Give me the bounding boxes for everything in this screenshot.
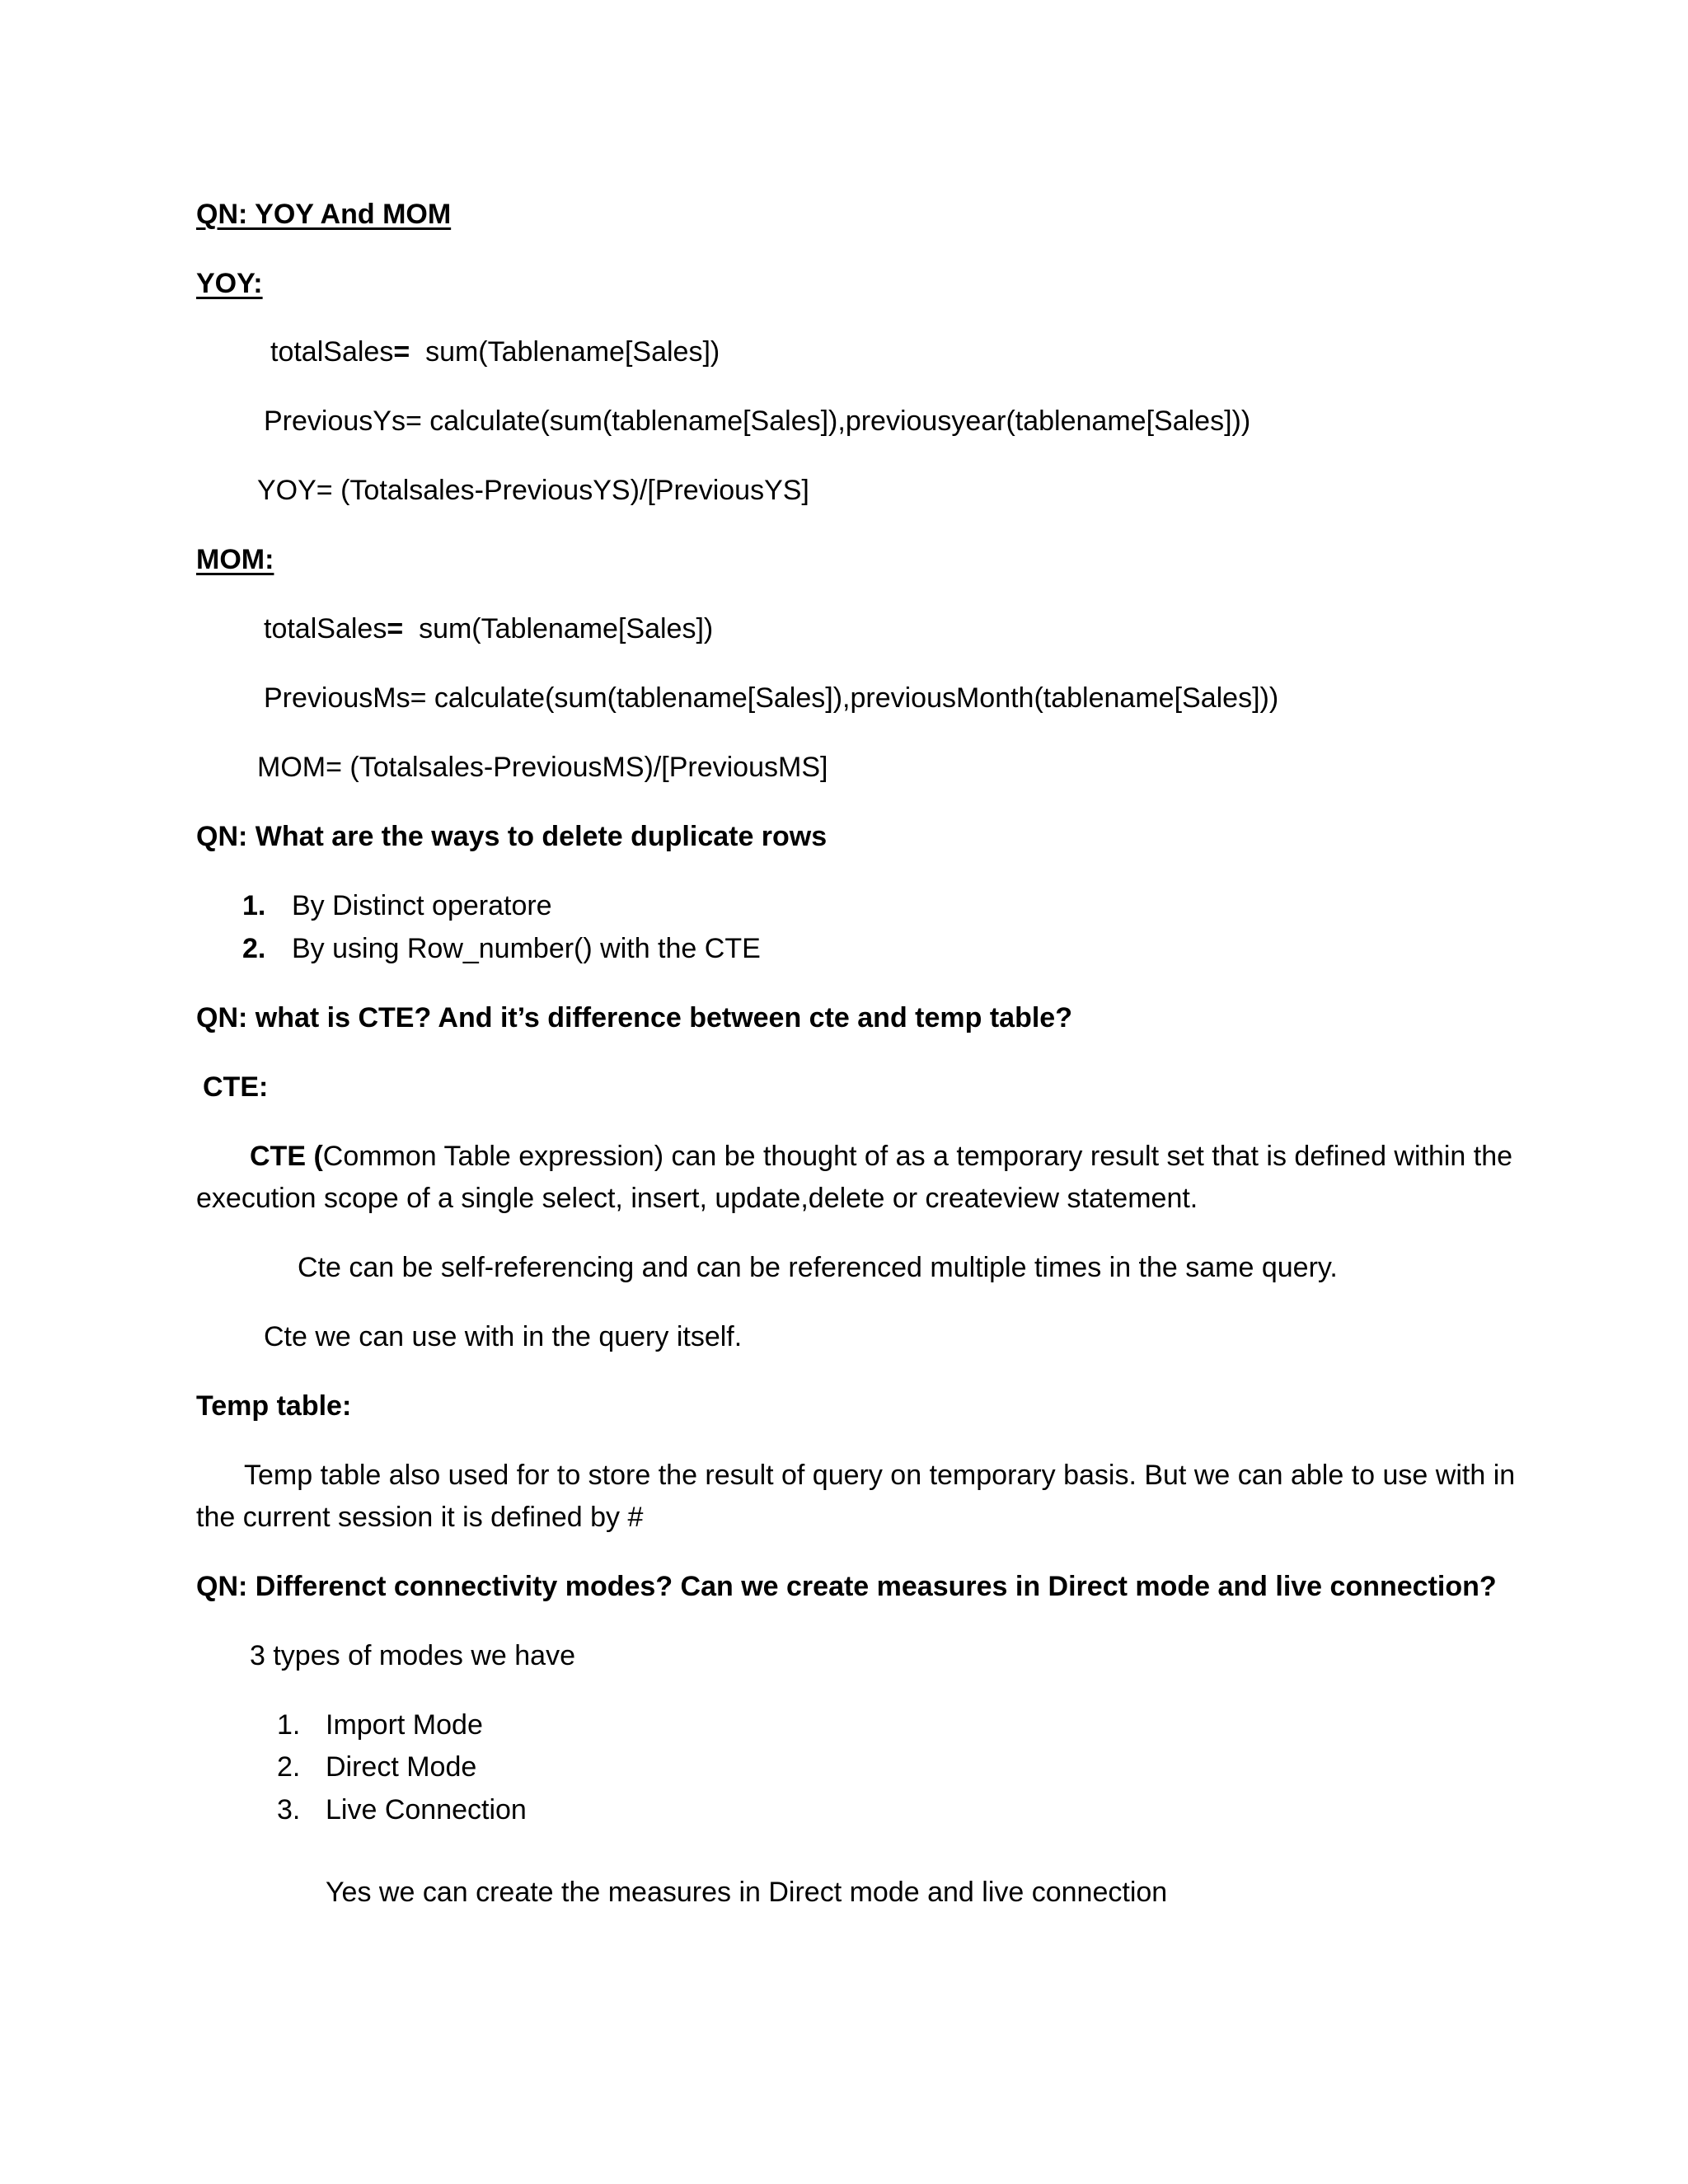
mom-label: MOM:: [196, 544, 274, 575]
modes-intro: 3 types of modes we have: [250, 1640, 576, 1671]
q2-heading: QN: What are the ways to delete duplicate rows: [196, 821, 828, 852]
yoy-total-expr: sum(Tablename[Sales]): [410, 336, 720, 368]
list-item-number: 1.: [277, 1709, 301, 1741]
yoy-total-sales: [270, 335, 720, 368]
mom-total-expr: sum(Tablename[Sales]): [403, 613, 714, 644]
yoy-previous-ys: PreviousYs= calculate(sum(tablename[Sales]),previousyear(tablename[Sales])): [264, 405, 1251, 437]
list-item: By Distinct operatore: [292, 890, 552, 921]
cte-definition-line1: [250, 1140, 1512, 1173]
cte-definition-bold: CTE (: [250, 1141, 323, 1172]
list-item-number: 1.: [242, 890, 266, 921]
modes-answer: Yes we can create the measures in Direct mode and live connection: [326, 1877, 1168, 1908]
list-item: Import Mode: [326, 1709, 483, 1741]
q4-heading: QN: Differenct connectivity modes? Can we create measures in Direct mode and live connection?: [196, 1571, 1497, 1602]
list-item-number: 2.: [277, 1751, 301, 1783]
cte-definition-text: Common Table expression) can be thought of as a temporary result set that is defined within the: [322, 1141, 1513, 1172]
yoy-label: YOY:: [196, 268, 263, 299]
list-item-number: 3.: [277, 1794, 301, 1825]
mom-total-eq: =: [387, 613, 404, 644]
mom-total-sales: [264, 612, 713, 645]
temp-table-label: Temp table:: [196, 1390, 352, 1422]
mom-formula: MOM= (Totalsales-PreviousMS)/[PreviousMS]: [257, 752, 828, 783]
mom-previous-ms: PreviousMs= calculate(sum(tablename[Sales]),previousMonth(tablename[Sales])): [264, 682, 1279, 714]
list-item-number: 2.: [242, 933, 266, 964]
cte-usage: Cte we can use with in the query itself.: [264, 1321, 743, 1352]
q1-heading: QN: YOY And MOM: [196, 199, 452, 230]
yoy-formula: YOY= (Totalsales-PreviousYS)/[PreviousYS]: [257, 475, 809, 506]
temp-table-line2: the current session it is defined by #: [196, 1502, 644, 1533]
mom-total-name: totalSales: [264, 613, 387, 644]
list-item: Live Connection: [326, 1794, 527, 1825]
cte-self-referencing: Cte can be self-referencing and can be referenced multiple times in the same query.: [298, 1252, 1338, 1283]
yoy-total-eq: =: [393, 336, 410, 368]
list-item: Direct Mode: [326, 1751, 477, 1783]
temp-table-line1: Temp table also used for to store the result of query on temporary basis. But we can able to use with in: [244, 1460, 1516, 1491]
cte-label: CTE:: [203, 1071, 269, 1103]
q3-heading: QN: what is CTE? And it’s difference between cte and temp table?: [196, 1002, 1072, 1033]
cte-definition-line2: execution scope of a single select, insert, update,delete or createview statement.: [196, 1183, 1198, 1214]
list-item: By using Row_number() with the CTE: [292, 933, 761, 964]
yoy-total-name: totalSales: [270, 336, 394, 368]
